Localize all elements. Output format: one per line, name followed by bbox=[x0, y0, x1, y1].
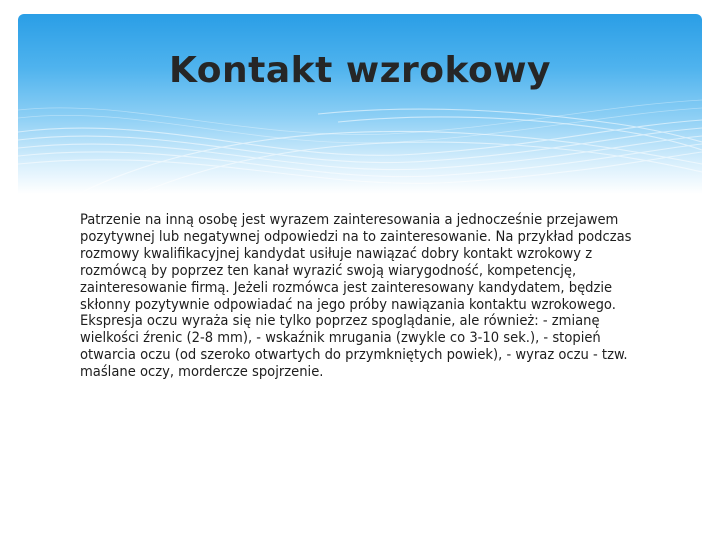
body-paragraph-2: Ekspresja oczu wyraża się nie tylko poprzez spoglądanie, ale również: - zmianę wielkości źrenic (2-8 mm), - wskaźnik mrugania (zwykle co 3-10 sek.), - stopień otwarcia oczu (od szeroko otwartych do przymkniętych powiek), - wyraz oczu - tzw. maślane oczy, mordercze spojrzenie. bbox=[80, 312, 628, 381]
wave-decoration bbox=[18, 14, 702, 194]
slide-body bbox=[80, 212, 660, 381]
header-banner bbox=[18, 14, 702, 194]
body-paragraph-1: Patrzenie na inną osobę jest wyrazem zainteresowania a jednocześnie przejawem pozytywnej lub negatywnej odpowiedzi na to zainteresowanie. Na przykład podczas rozmowy kwalifikacyjnej kandydat usiłuje nawiązać dobry kontakt wzrokowy z rozmówcą by poprzez ten kanał wyrazić swoją wiarygodność, kompetencję, zainteresowanie firmą. Jeżeli rozmówca jest zainteresowany kandydatem, będzie skłonny pozytywnie odpowiadać na jego próby nawiązania kontaktu wzrokowego. bbox=[80, 211, 632, 313]
slide-title: Kontakt wzrokowy bbox=[169, 50, 551, 91]
